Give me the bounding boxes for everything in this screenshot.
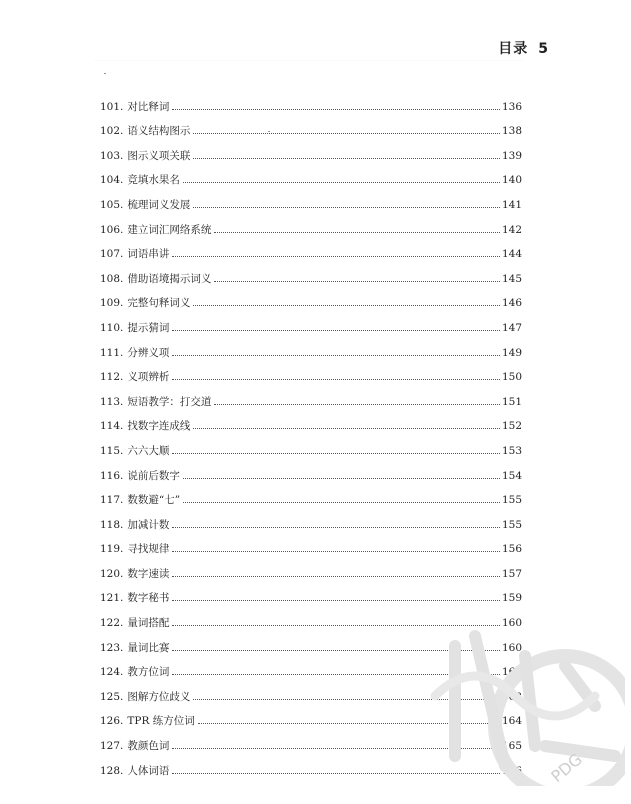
page-number: 5: [538, 41, 549, 57]
toc-entry: [100, 580, 523, 605]
toc-entry: [100, 678, 523, 703]
toc-entry: [100, 482, 523, 507]
entry-title: 说前后数字: [127, 469, 180, 482]
entry-index: 107.: [100, 248, 124, 261]
entry-title: 图解方位歧义: [127, 690, 191, 703]
entry-title: 数字秘书: [127, 592, 170, 605]
toc-entry: [100, 260, 523, 285]
dot-leader: [193, 207, 500, 208]
entry-index: 120.: [100, 567, 124, 580]
scan-speck: [104, 73, 106, 74]
toc-entry: [100, 727, 523, 753]
dot-leader: [183, 502, 500, 503]
dot-leader: [172, 453, 500, 454]
entry-index: 118.: [100, 518, 124, 531]
entry-title: 找数字连成线: [127, 420, 191, 433]
entry-index: 106.: [100, 223, 124, 236]
entry-index: 121.: [100, 592, 124, 605]
entry-index: 101.: [100, 100, 124, 113]
entry-index: 123.: [100, 641, 124, 654]
entry-index: 112.: [100, 371, 124, 384]
entry-page-number: 151: [502, 395, 523, 408]
dot-leader: [193, 428, 500, 429]
toc-entry: [100, 555, 523, 580]
toc-entry: [100, 531, 523, 556]
entry-page-number: 139: [502, 149, 523, 162]
entry-title: 量词搭配: [127, 617, 170, 630]
dot-leader: [172, 625, 500, 626]
entry-index: 104.: [100, 174, 124, 187]
entry-title: 提示猜词: [127, 321, 170, 334]
toc-entry: [100, 432, 523, 457]
dot-leader: [214, 404, 500, 405]
entry-title: 短语教学：打交道: [127, 395, 212, 408]
entry-page-number: 160: [502, 641, 523, 654]
entry-page-number: 150: [502, 371, 523, 384]
entry-page-number: 146: [502, 297, 523, 310]
toc-entry: [100, 211, 523, 236]
entry-index: 108.: [100, 272, 124, 285]
entry-title: 词语串讲: [127, 248, 170, 261]
entry-page-number: 149: [502, 346, 523, 359]
dot-leader: [198, 723, 500, 724]
dot-leader: [193, 133, 500, 134]
dot-leader: [172, 256, 500, 257]
dot-leader: [193, 305, 500, 306]
entry-title: 图示义项关联: [127, 149, 191, 162]
page-header: [498, 38, 549, 58]
entry-page-number: 155: [502, 494, 523, 507]
entry-index: 114.: [100, 420, 124, 433]
entry-title: 量词比赛: [127, 641, 170, 654]
dot-leader: [193, 158, 500, 159]
entry-title: 对比释词: [127, 100, 170, 113]
entry-index: 128.: [100, 764, 124, 777]
watermark-text: PDG: [547, 749, 586, 786]
dot-leader: [183, 182, 500, 183]
dot-leader: [214, 281, 500, 282]
entry-title: 建立词汇网络系统: [127, 223, 212, 236]
dot-leader: [183, 478, 500, 479]
toc-entry: [100, 506, 523, 531]
dot-leader: [172, 527, 500, 528]
dot-leader: [172, 674, 500, 675]
toc-entry: [100, 186, 523, 211]
entry-page-number: 142: [502, 223, 523, 236]
dot-leader: [193, 699, 500, 700]
toc-entry: [100, 334, 523, 359]
dot-leader: [172, 330, 500, 331]
entry-index: 102.: [100, 125, 124, 138]
entry-index: 126.: [100, 715, 124, 728]
toc-entry: [100, 629, 523, 654]
entry-page-number: 157: [502, 567, 523, 580]
entry-title: 寻找规律: [127, 543, 170, 556]
entry-page-number: 160: [502, 617, 523, 630]
entry-title: 教颜色词: [127, 740, 170, 753]
dot-leader: [172, 551, 500, 552]
entry-index: 109.: [100, 297, 124, 310]
entry-index: 116.: [100, 469, 124, 482]
entry-index: 113.: [100, 395, 124, 408]
entry-page-number: 154: [502, 469, 523, 482]
toc-entry: [100, 752, 523, 777]
section-title: 目录: [498, 41, 529, 57]
header-rule: [94, 60, 524, 61]
entry-title: 数数避“七”: [127, 494, 181, 507]
dot-leader: [172, 109, 500, 110]
entry-page-number: 138: [502, 125, 523, 138]
dot-leader: [172, 600, 500, 601]
entry-index: 122.: [100, 617, 124, 630]
entry-index: 119.: [100, 543, 124, 556]
entry-title: 教方位词: [127, 666, 170, 679]
toc-entry: [100, 703, 523, 728]
entry-index: 111.: [100, 346, 124, 359]
entry-page-number: 136: [502, 100, 523, 113]
toc-entry: [100, 383, 523, 408]
entry-page-number: 156: [502, 543, 523, 556]
toc-entry: [100, 604, 523, 630]
dot-leader: [172, 379, 500, 380]
entry-title: 语义结构图示: [127, 125, 191, 138]
dot-leader: [214, 232, 500, 233]
entry-index: 110.: [100, 321, 124, 334]
entry-page-number: 159: [502, 592, 523, 605]
table-of-contents: [100, 88, 523, 777]
entry-title: 加减计数: [127, 518, 170, 531]
entry-index: 124.: [100, 666, 124, 679]
entry-index: 105.: [100, 198, 124, 211]
entry-title: 分辨义项: [127, 346, 170, 359]
entry-title: 梳理词义发展: [127, 198, 191, 211]
toc-entry: [100, 359, 523, 384]
toc-entry: [100, 162, 523, 187]
dot-leader: [172, 773, 500, 774]
entry-title: 竞填水果名: [127, 174, 180, 187]
toc-entry: [100, 457, 523, 482]
entry-page-number: 147: [502, 321, 523, 334]
toc-entry: [100, 654, 523, 679]
entry-title: 完整句释词义: [127, 297, 191, 310]
entry-title: 人体词语: [127, 764, 170, 777]
entry-index: 127.: [100, 740, 124, 753]
entry-title: 义项辨析: [127, 371, 170, 384]
entry-page-number: 144: [502, 248, 523, 261]
entry-index: 103.: [100, 149, 124, 162]
entry-page-number: 164: [502, 715, 523, 728]
toc-entry: [100, 113, 523, 138]
toc-entry: [100, 137, 523, 162]
toc-entry: [100, 408, 523, 433]
entry-page-number: 165: [502, 740, 523, 753]
dot-leader: [172, 576, 500, 577]
toc-entry: [100, 309, 523, 334]
toc-entry: [100, 285, 523, 310]
entry-page-number: 163: [502, 690, 523, 703]
entry-title: 数字速读: [127, 567, 170, 580]
entry-page-number: 166: [502, 764, 523, 777]
entry-index: 117.: [100, 494, 124, 507]
entry-index: 115.: [100, 444, 124, 457]
entry-page-number: 141: [502, 198, 523, 211]
dot-leader: [172, 355, 500, 356]
entry-page-number: 153: [502, 444, 523, 457]
entry-title: 借助语境揭示词义: [127, 272, 212, 285]
entry-index: 125.: [100, 690, 124, 703]
toc-entry: [100, 236, 523, 261]
dot-leader: [172, 650, 500, 651]
entry-page-number: 145: [502, 272, 523, 285]
entry-title: TPR 练方位词: [127, 715, 195, 728]
dot-leader: [172, 748, 500, 749]
toc-entry: [100, 88, 523, 113]
entry-page-number: 161: [502, 666, 523, 679]
entry-page-number: 140: [502, 174, 523, 187]
entry-page-number: 155: [502, 518, 523, 531]
entry-page-number: 152: [502, 420, 523, 433]
entry-title: 六六大顺: [127, 444, 170, 457]
